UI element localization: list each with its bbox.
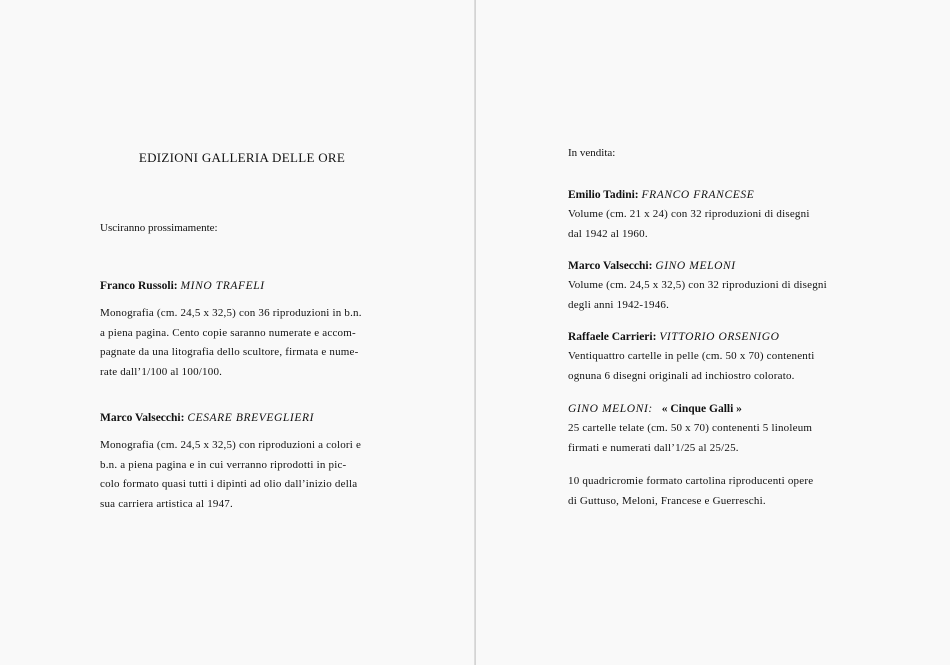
entry-description	[568, 205, 858, 244]
entry-work: « Cinque Galli »	[661, 403, 742, 415]
text-line: sua carriera artistica al 1947.	[100, 497, 233, 510]
for-sale-intro: In vendita:	[568, 147, 616, 159]
upcoming-intro: Usciranno prossimamente:	[100, 222, 218, 234]
text-line: pagnate da una litografia dello scultore, firmata e nume-	[100, 346, 359, 358]
entry-author: Franco Russoli:	[100, 280, 178, 292]
text-line: Volume (cm. 24,5 x 32,5) con 32 riproduzioni di disegni	[568, 279, 827, 291]
text-line: Volume (cm. 21 x 24) con 32 riproduzioni di disegni	[568, 208, 810, 220]
text-line: rate dall’1/100 al 100/100.	[100, 365, 223, 378]
entry-work: GINO MELONI	[655, 260, 736, 272]
entry-author: Marco Valsecchi:	[100, 412, 185, 424]
entry-heading	[100, 277, 390, 297]
left-page	[0, 0, 474, 665]
text-line: ognuna 6 disegni originali ad inchiostro colorato.	[568, 369, 795, 382]
entry-heading	[568, 186, 858, 206]
text-line: a piena pagina. Cento copie saranno numerate e accom-	[100, 326, 356, 339]
text-line: colo formato quasi tutti i dipinti ad olio dall’inizio della	[100, 478, 358, 490]
text-line: Monografia (cm. 24,5 x 32,5) con riproduzioni a colori e	[100, 439, 362, 451]
entry-heading	[568, 400, 858, 420]
entry-work: FRANCO FRANCESE	[641, 189, 755, 201]
entry-description	[100, 304, 390, 382]
entry-work: VITTORIO ORSENIGO	[659, 331, 780, 343]
text-line: 25 cartelle telate (cm. 50 x 70) contenenti 5 linoleum	[568, 422, 813, 434]
entry-author: Emilio Tadini:	[568, 189, 639, 201]
entry-description	[568, 276, 858, 315]
entry-description	[100, 436, 390, 514]
text-line: 10 quadricromie formato cartolina riproducenti opere	[568, 475, 814, 487]
page-title: EDIZIONI GALLERIA DELLE ORE	[138, 150, 346, 165]
text-line: b.n. a piena pagina e in cui verranno riprodotti in pic-	[100, 458, 347, 471]
entry-author: Marco Valsecchi:	[568, 260, 653, 272]
text-line: firmati e numerati dall’1/25 al 25/25.	[568, 441, 739, 454]
entry-author: Raffaele Carrieri:	[568, 331, 657, 343]
entry-description	[568, 419, 858, 458]
entry-heading	[568, 257, 858, 277]
text-line: Ventiquattro cartelle in pelle (cm. 50 x 70) contenenti	[568, 350, 815, 362]
entry-work: CESARE BREVEGLIERI	[187, 412, 315, 424]
entry-heading	[568, 328, 858, 348]
entry-author: GINO MELONI:	[568, 403, 653, 415]
text-line: di Guttuso, Meloni, Francese e Guerreschi.	[568, 494, 766, 507]
entry-description	[568, 347, 858, 386]
text-line: dal 1942 al 1960.	[568, 227, 648, 240]
right-page	[476, 0, 950, 665]
entry-heading	[100, 409, 390, 429]
text-line: degli anni 1942-1946.	[568, 298, 670, 311]
text-line: Monografia (cm. 24,5 x 32,5) con 36 riproduzioni in b.n.	[100, 307, 362, 319]
entry-work: MINO TRAFELI	[180, 280, 265, 292]
closing-note	[568, 472, 858, 511]
